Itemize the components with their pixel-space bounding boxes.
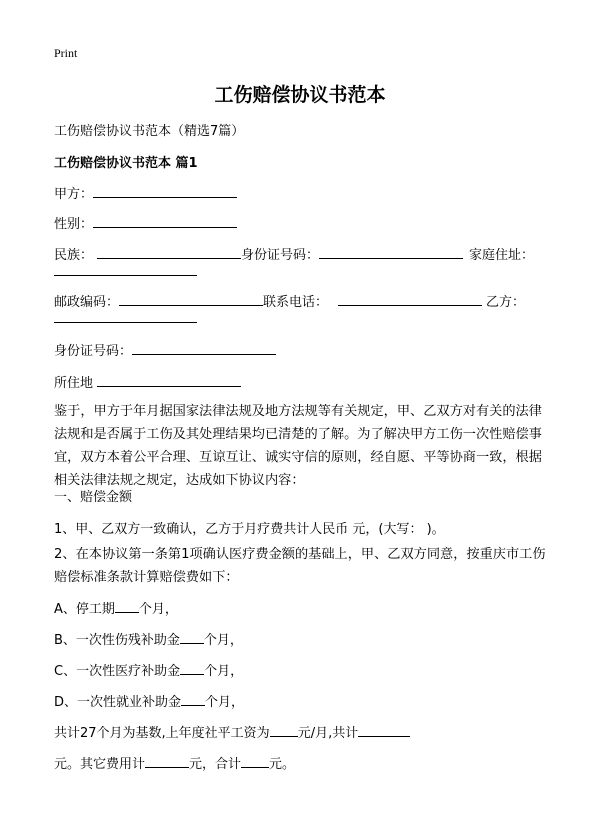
- last-prefix: 元。其它费用计: [54, 757, 146, 772]
- item-c-suffix: 个月，: [204, 664, 244, 679]
- party-b-blank: [54, 309, 197, 323]
- gender-row: [54, 213, 237, 232]
- residence-blank: [97, 373, 241, 387]
- section-heading: 工伤赔偿协议书范本 篇1: [54, 156, 198, 171]
- ethnicity-id-address-row: [54, 244, 534, 263]
- total-prefix: 共计27个月为基数,上年度社平工资为: [54, 726, 270, 741]
- item-a-prefix: A、停工期: [54, 602, 115, 617]
- id-number-b-row: [54, 340, 276, 359]
- item-b-prefix: B、一次性伤残补助金: [54, 633, 180, 648]
- residence-label: 所住地: [54, 376, 94, 391]
- home-address-label: 家庭住址：: [469, 248, 535, 263]
- document-subtitle: 工伤赔偿协议书范本（精选7篇）: [54, 124, 245, 139]
- item-d-prefix: D、一次性就业补助金: [54, 695, 182, 710]
- document-title: 工伤赔偿协议书范本: [214, 84, 386, 106]
- contact-phone-label: 联系电话：: [263, 295, 329, 310]
- item-1: 1、甲、乙双方一致确认，乙方于月疗费共计人民币 元，(大写： )。: [54, 522, 445, 537]
- item-d-suffix: 个月，: [205, 695, 245, 710]
- contact-phone-blank: [338, 292, 482, 306]
- print-label[interactable]: Print: [54, 46, 78, 60]
- party-a-label: 甲方：: [54, 187, 94, 202]
- item-a-blank: [115, 599, 139, 613]
- id-number-b-label: 身份证号码：: [54, 344, 133, 359]
- party-b-blank-row: [54, 309, 197, 327]
- ethnicity-label: 民族：: [54, 248, 94, 263]
- party-a-row: [54, 183, 237, 202]
- gender-label: 性别：: [54, 217, 94, 232]
- residence-row: [54, 372, 241, 391]
- postal-phone-partyb-row: [54, 291, 525, 310]
- last-row: [54, 753, 295, 772]
- total-amount-blank: [358, 723, 410, 737]
- home-address-blank-row: [54, 262, 197, 280]
- item-d-row: [54, 691, 244, 710]
- item-c-blank: [180, 661, 204, 675]
- intro-paragraph: 鉴于，甲方于年月据国家法律法规及地方法规等有关规定，甲、乙双方对有关的法律法规和是否属于工伤及其处理结果均已清楚的了解。为了解决甲方工伤一次性赔偿事宜，双方本着公平合理、互谅互让、诚实守信的原则，经自愿、平等协商一致，根据相关法律法规之规定，达成如下协议内容：: [54, 404, 542, 488]
- item-2: 2、在本协议第一条第1项确认医疗费金额的基础上，甲、乙双方同意，按重庆市工伤赔偿标准条款计算赔偿费如下：: [54, 547, 546, 585]
- total-row: [54, 722, 410, 741]
- section1-title: 一、赔偿金额: [54, 490, 133, 505]
- party-a-blank: [93, 184, 237, 198]
- salary-blank: [270, 723, 298, 737]
- home-address-blank: [54, 262, 197, 276]
- ethnicity-blank: [97, 245, 241, 259]
- item-c-prefix: C、一次性医疗补助金: [54, 664, 181, 679]
- item-b-blank: [180, 630, 204, 644]
- last-suffix: 元。: [269, 757, 296, 772]
- other-fee-blank: [145, 754, 189, 768]
- grand-total-blank: [241, 754, 269, 768]
- item-b-suffix: 个月，: [203, 633, 243, 648]
- gender-blank: [93, 214, 237, 228]
- item-d-blank: [181, 692, 205, 706]
- last-middle: 元，合计: [189, 757, 242, 772]
- item-a-row: [54, 598, 178, 617]
- id-number-b-blank: [132, 341, 276, 355]
- item-a-suffix: 个月，: [138, 602, 178, 617]
- id-number-label: 身份证号码：: [241, 248, 320, 263]
- postal-code-blank: [119, 292, 263, 306]
- id-number-blank: [319, 245, 463, 259]
- total-middle: 元/月,共计: [297, 726, 359, 741]
- party-b-label: 乙方：: [486, 295, 526, 310]
- item-b-row: [54, 629, 243, 648]
- item-c-row: [54, 660, 243, 679]
- postal-code-label: 邮政编码：: [54, 295, 120, 310]
